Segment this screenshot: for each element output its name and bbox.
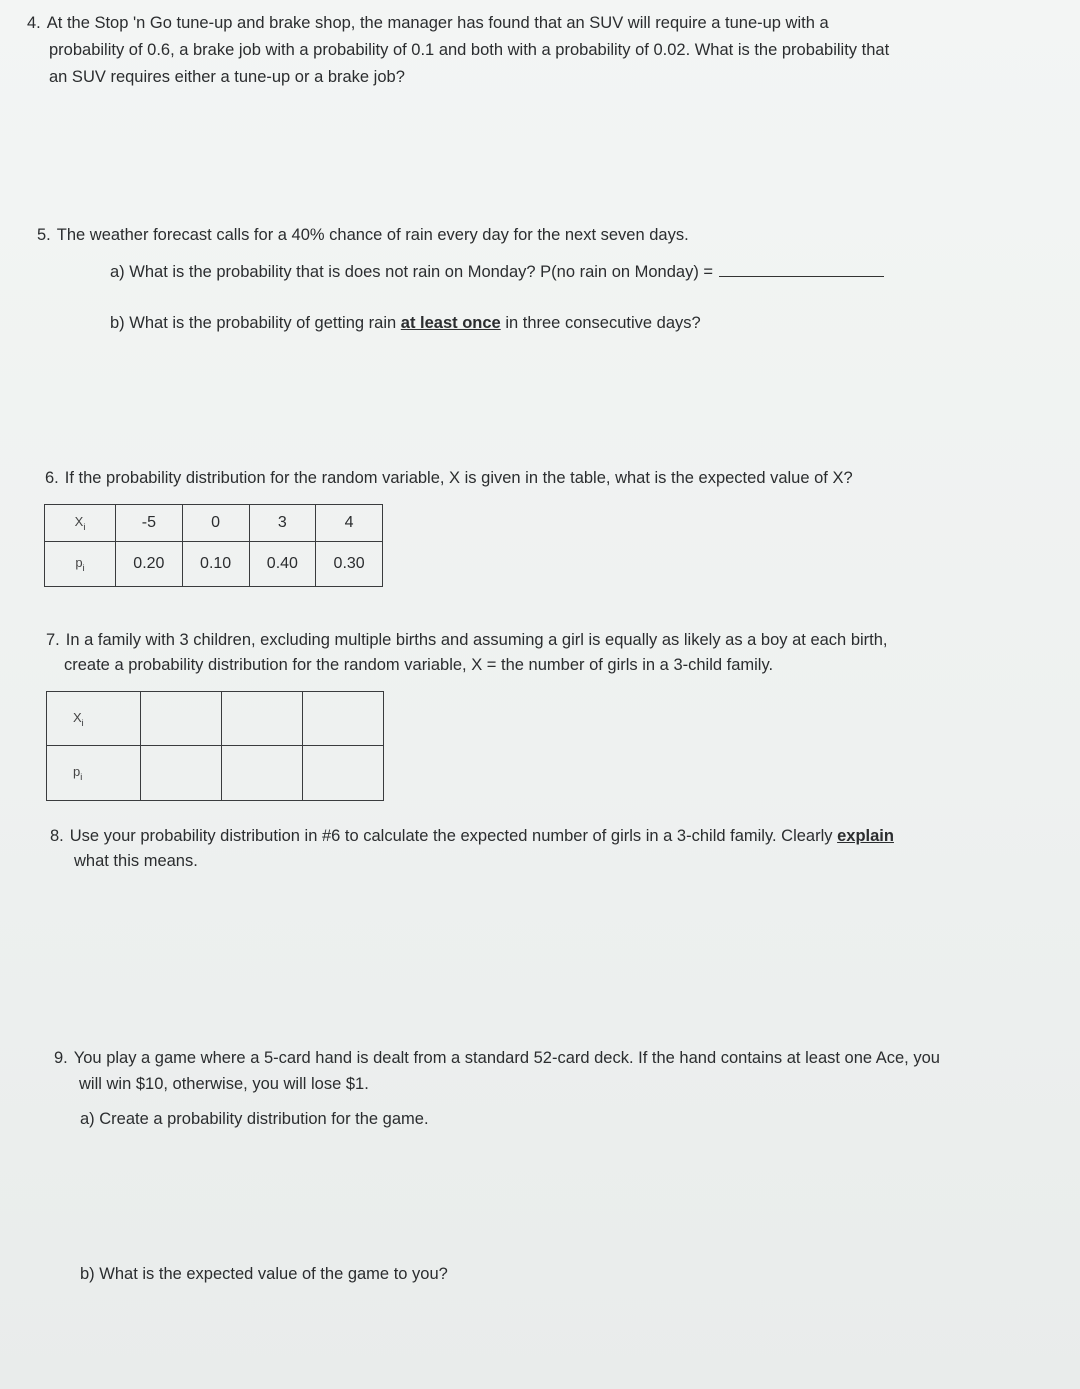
question-9 [54, 1045, 1064, 1097]
answer-blank [719, 262, 884, 277]
question-9b [80, 1265, 448, 1284]
row-label-x: $X_i$ [45, 505, 116, 542]
question-5b-text-pre: What is the probability of getting rain [129, 314, 397, 332]
question-4-line-2: probability of 0.6, a brake job with a probability of 0.1 and both with a probability of 0.02. What is the probability that [49, 41, 890, 59]
table-row-p [47, 746, 384, 801]
question-9b-text: What is the expected value of the game to you? [99, 1265, 448, 1283]
question-5b-emphasis: at least once [400, 314, 501, 332]
table-row-x [45, 505, 383, 542]
question-7-text-1: In a family with 3 children, excluding multiple births and assuming a girl is equally as likely as a boy at each birth, [65, 631, 888, 649]
p-value-cell: 0.10 [182, 542, 249, 587]
question-8-text-2: what this means. [74, 852, 198, 870]
x-value-cell: 3 [249, 505, 316, 542]
empty-answer-cell[interactable] [222, 692, 303, 746]
question-9-number: 9. [54, 1049, 68, 1067]
empty-answer-cell[interactable] [303, 692, 384, 746]
question-4-number: 4. [27, 14, 41, 32]
empty-answer-cell[interactable] [141, 746, 222, 801]
question-5b-text-post: in three consecutive days? [505, 314, 701, 332]
question-4-line-3: an SUV requires either a tune-up or a brake job? [49, 68, 405, 86]
question-9a-label: a) [80, 1110, 95, 1128]
question-4 [27, 10, 1072, 91]
question-9-text-2: will win $10, otherwise, you will lose $1. [79, 1075, 369, 1093]
empty-answer-cell[interactable] [222, 746, 303, 801]
question-6-number: 6. [45, 469, 59, 487]
question-9a-text: Create a probability distribution for the game. [99, 1110, 429, 1128]
empty-answer-cell[interactable] [141, 692, 222, 746]
question-7 [46, 628, 1046, 678]
p-value-cell: 0.40 [249, 542, 316, 587]
expected-value-table [44, 504, 383, 587]
question-9-text-1: You play a game where a 5-card hand is dealt from a standard 52-card deck. If the hand contains at least one Ace, you [73, 1049, 940, 1067]
question-6 [45, 465, 1045, 492]
p-value-cell: 0.20 [116, 542, 183, 587]
girls-distribution-table [46, 691, 384, 801]
x-value-cell: 4 [316, 505, 383, 542]
question-5-text: The weather forecast calls for a 40% chance of rain every day for the next seven days. [56, 226, 689, 244]
table-row-p [45, 542, 383, 587]
x-value-cell: 0 [182, 505, 249, 542]
question-4-line-1 [27, 10, 1072, 37]
question-8-text-1: Use your probability distribution in #6 to calculate the expected number of girls in a 3-child family. Clearly [69, 827, 833, 845]
question-5 [37, 222, 1037, 249]
row-label-x: $X_i$ [47, 692, 141, 746]
question-5a [110, 262, 884, 282]
question-8-number: 8. [50, 827, 64, 845]
question-7-text-2: create a probability distribution for the random variable, X = the number of girls in a 3-child family. [64, 656, 774, 674]
empty-answer-cell[interactable] [303, 746, 384, 801]
question-5b-label: b) [110, 314, 125, 332]
p-value-cell: 0.30 [316, 542, 383, 587]
question-5a-text: What is the probability that is does not rain on Monday? P(no rain on Monday) = [129, 263, 714, 281]
question-9a [80, 1110, 429, 1129]
row-label-p: $p_i$ [45, 542, 116, 587]
table-row-x [47, 692, 384, 746]
question-8 [50, 824, 1060, 874]
question-7-number: 7. [46, 631, 60, 649]
question-4-text-1: At the Stop 'n Go tune-up and brake shop, the manager has found that an SUV will require a tune-up with a [46, 14, 829, 32]
x-value-cell: -5 [116, 505, 183, 542]
question-5b [110, 314, 701, 333]
question-5a-label: a) [110, 263, 125, 281]
question-8-emphasis: explain [837, 827, 894, 845]
question-5-number: 5. [37, 226, 51, 244]
question-6-text: If the probability distribution for the random variable, X is given in the table, what is the expected value of X? [64, 469, 853, 487]
question-9b-label: b) [80, 1265, 95, 1283]
row-label-p: $p_i$ [47, 746, 141, 801]
